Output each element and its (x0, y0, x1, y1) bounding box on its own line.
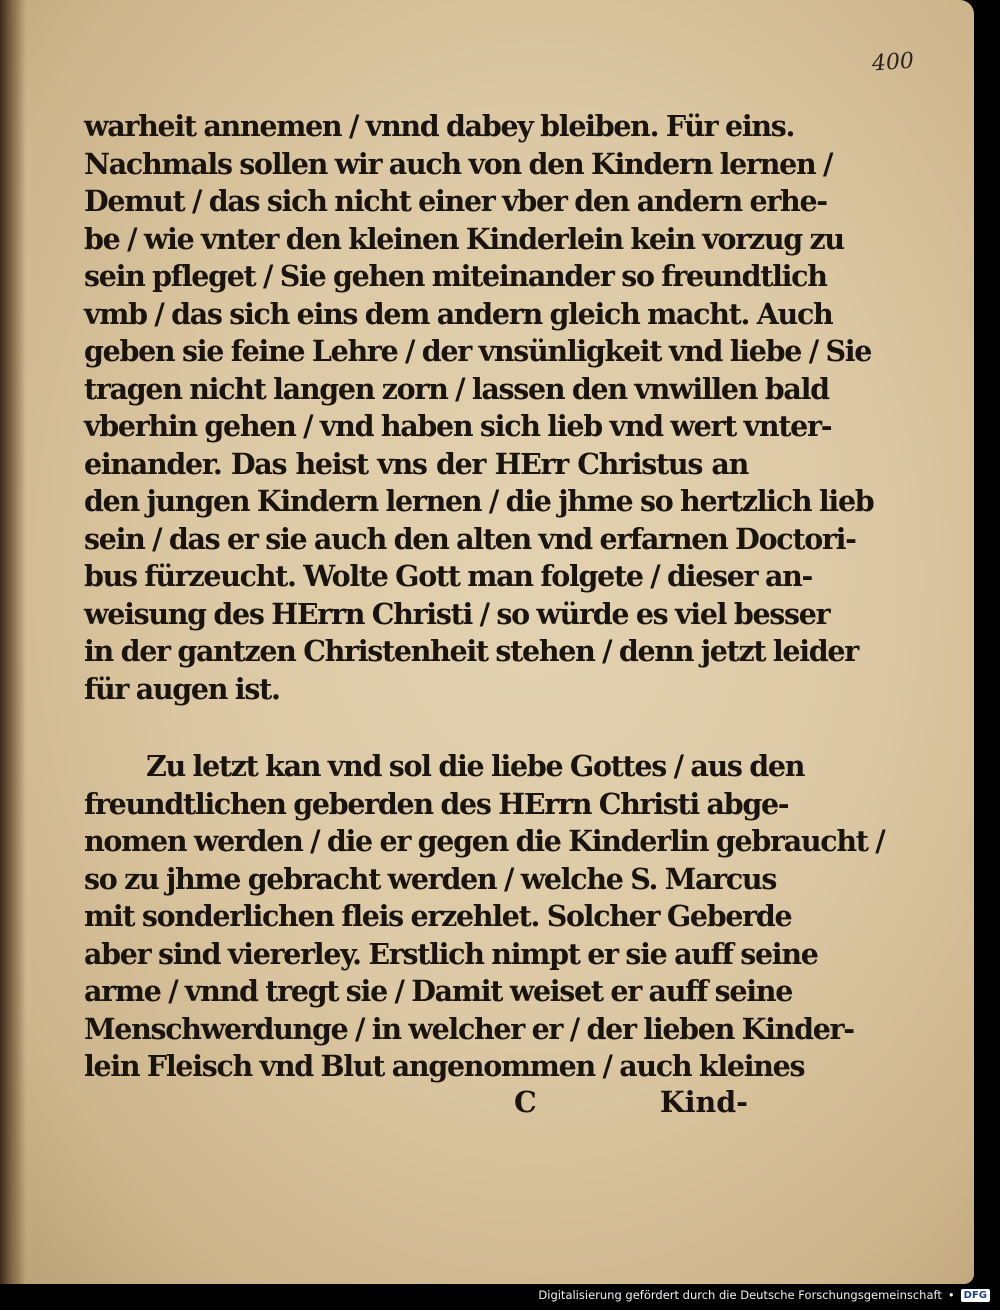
text-line: vberhin gehen / vnd haben sich lieb vnd wert vnter- (84, 409, 832, 443)
text-line: Zu letzt kan vnd sol die liebe Gottes / aus den (146, 749, 805, 783)
text-line: sein pfleget / Sie gehen miteinander so freundtlich (84, 259, 827, 293)
text-line: in der gantzen Christenheit stehen / denn jetzt leider (84, 634, 858, 668)
paragraph-2 (84, 748, 885, 1086)
text-line: bus fürzeucht. Wolte Gott man folgete / dieser an- (84, 559, 813, 593)
text-line: Nachmals sollen wir auch von den Kindern lernen / (84, 146, 833, 181)
text-line: geben sie feine Lehre / der vnsünligkeit vnd liebe / Sie (84, 334, 872, 368)
funding-note: Digitalisierung gefördert durch die Deutsche Forschungsgemeinschaft (538, 1288, 942, 1302)
text-line: aber sind viererley. Erstlich nimpt er sie auff seine (84, 936, 818, 971)
text-line: sein / das er sie auch den alten vnd erfarnen Doctori- (84, 521, 856, 556)
signature-mark: C (514, 1085, 537, 1119)
text-line: weisung des HErrn Christi / so würde es viel besser (84, 596, 830, 631)
digitization-credit (538, 1284, 990, 1306)
text-line: warheit annemen / vnnd dabey bleiben. Für eins. (84, 109, 795, 143)
catchword: Kind- (659, 1085, 748, 1119)
text-line: für augen ist. (84, 671, 280, 706)
text-line: vmb / das sich eins dem andern gleich macht. Auch (84, 296, 833, 331)
page-number: 400 (871, 48, 915, 77)
text-line: be / wie vnter den kleinen Kinderlein kein vorzug zu (84, 221, 844, 256)
body-text (84, 108, 885, 1086)
page-foot-marks (84, 1085, 748, 1125)
text-line: lein Fleisch vnd Blut angenommen / auch kleines (84, 1049, 805, 1083)
text-line: Menschwerdunge / in welcher er / der lieben Kinder- (84, 1011, 854, 1046)
text-line: einander. Das heist vns der HErr Christus an (84, 446, 748, 481)
text-line: so zu jhme gebracht werden / welche S. Marcus (84, 861, 777, 896)
text-line: den jungen Kindern lernen / die jhme so hertzlich lieb (84, 484, 874, 518)
text-line: freundtlichen geberden des HErrn Christi abge- (84, 786, 789, 821)
text-line: tragen nicht langen zorn / lassen den vnwillen bald (84, 371, 829, 406)
text-line: Demut / das sich nicht einer vber den andern erhe- (84, 184, 827, 218)
text-line: mit sonderlichen fleis erzehlet. Solcher Geberde (84, 899, 792, 933)
dfg-logo: DFG (961, 1289, 990, 1302)
text-line: arme / vnnd tregt sie / Damit weiset er auff seine (84, 974, 793, 1008)
paragraph-1 (84, 108, 874, 708)
paragraph-gap (84, 708, 748, 748)
text-line: nomen werden / die er gegen die Kinderlin gebraucht / (84, 824, 885, 858)
binding-shadow (0, 0, 26, 1284)
separator-dot: • (947, 1288, 955, 1302)
